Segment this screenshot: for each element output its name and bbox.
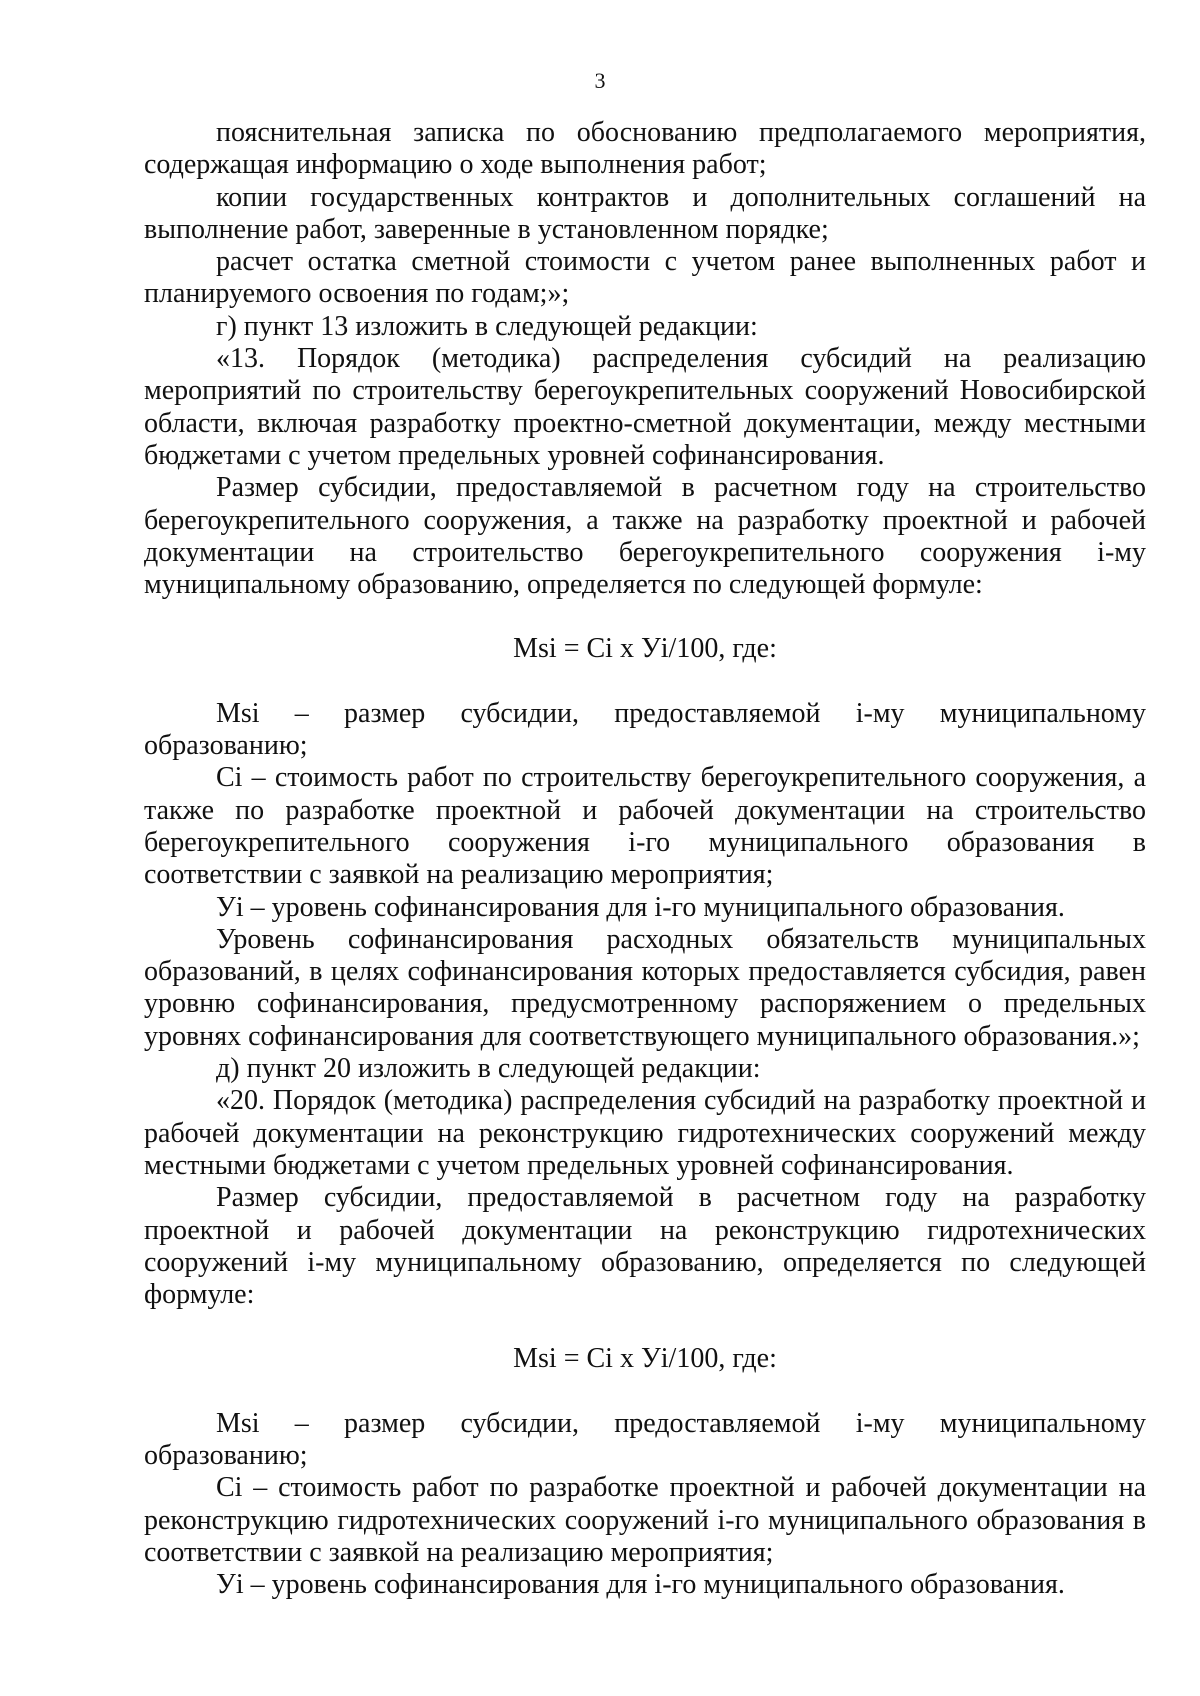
definition-ci-2: Ci – стоимость работ по разработке проектной и рабочей документации на реконструкцию гидротехнических сооружений i-го муниципального образования в соответствии с заявкой на реализацию мероприятия; bbox=[144, 1472, 1146, 1568]
spacer bbox=[144, 1311, 1146, 1343]
spacer bbox=[144, 666, 1146, 698]
spacer bbox=[144, 601, 1146, 633]
definition-msi-1: Msi – размер субсидии, предоставляемой i-му муниципальному образованию; bbox=[144, 697, 1146, 762]
definition-yi-2: Уi – уровень софинансирования для i-го муниципального образования. bbox=[216, 1569, 1065, 1601]
paragraph-item-20-text: «20. Порядок (методика) распределения субсидий на разработку проектной и рабочей документации на реконструкцию гидротехнических сооружений между местными бюджетами с учетом предельных уровней софинансирования. bbox=[144, 1085, 1146, 1181]
formula-2: Msi = Ci x Уi/100, где: bbox=[513, 1343, 777, 1375]
paragraph-item-13-intro: г) пункт 13 изложить в следующей редакции: bbox=[216, 310, 758, 342]
definition-ci-1: Ci – стоимость работ по строительству берегоукрепительного сооружения, а также по разработке проектной и рабочей документации на строительство берегоукрепительного сооружения i-го муниципального образования в соответствии с заявкой на реализацию мероприятия; bbox=[144, 762, 1146, 891]
paragraph-subsidy-size-1: Размер субсидии, предоставляемой в расчетном году на строительство берегоукрепительного сооружения, а также на разработку проектной и рабочей документации на строительство берегоукрепительного сооружения i-му муниципальному образованию, определяется по следующей формуле: bbox=[144, 472, 1146, 601]
formula-1: Msi = Ci x Уi/100, где: bbox=[513, 633, 777, 665]
paragraph-cost-balance: расчет остатка сметной стоимости с учетом ранее выполненных работ и планируемого освоения по годам;»; bbox=[144, 246, 1146, 310]
paragraph-item-20-intro: д) пункт 20 изложить в следующей редакции: bbox=[216, 1053, 761, 1085]
paragraph-explanatory-note: пояснительная записка по обоснованию предполагаемого мероприятия, содержащая информацию о ходе выполнения работ; bbox=[144, 117, 1146, 181]
page-number: 3 bbox=[594, 68, 606, 93]
spacer bbox=[144, 1376, 1146, 1408]
paragraph-contract-copies: копии государственных контрактов и дополнительных соглашений на выполнение работ, заверенные в установленном порядке; bbox=[144, 181, 1146, 245]
document-body bbox=[144, 117, 1146, 1601]
definition-msi-2: Msi – размер субсидии, предоставляемой i-му муниципальному образованию; bbox=[144, 1407, 1146, 1471]
definition-yi-1: Уi – уровень софинансирования для i-го муниципального образования. bbox=[216, 891, 1065, 923]
paragraph-cofinancing-level: Уровень софинансирования расходных обязательств муниципальных образований, в целях софинансирования которых предоставляется субсидия, равен уровню софинансирования, предусмотренному распоряжением о предельных уровнях софинансирования для соответствующего муниципального образования.»; bbox=[144, 923, 1146, 1052]
paragraph-subsidy-size-2: Размер субсидии, предоставляемой в расчетном году на разработку проектной и рабочей документации на реконструкцию гидротехнических сооружений i-му муниципальному образованию, определяется по следующей формуле: bbox=[144, 1182, 1146, 1311]
paragraph-item-13-text: «13. Порядок (методика) распределения субсидий на реализацию мероприятий по строительству берегоукрепительных сооружений Новосибирской области, включая разработку проектно-сметной документации, между местными бюджетами с учетом предельных уровней софинансирования. bbox=[144, 343, 1146, 471]
